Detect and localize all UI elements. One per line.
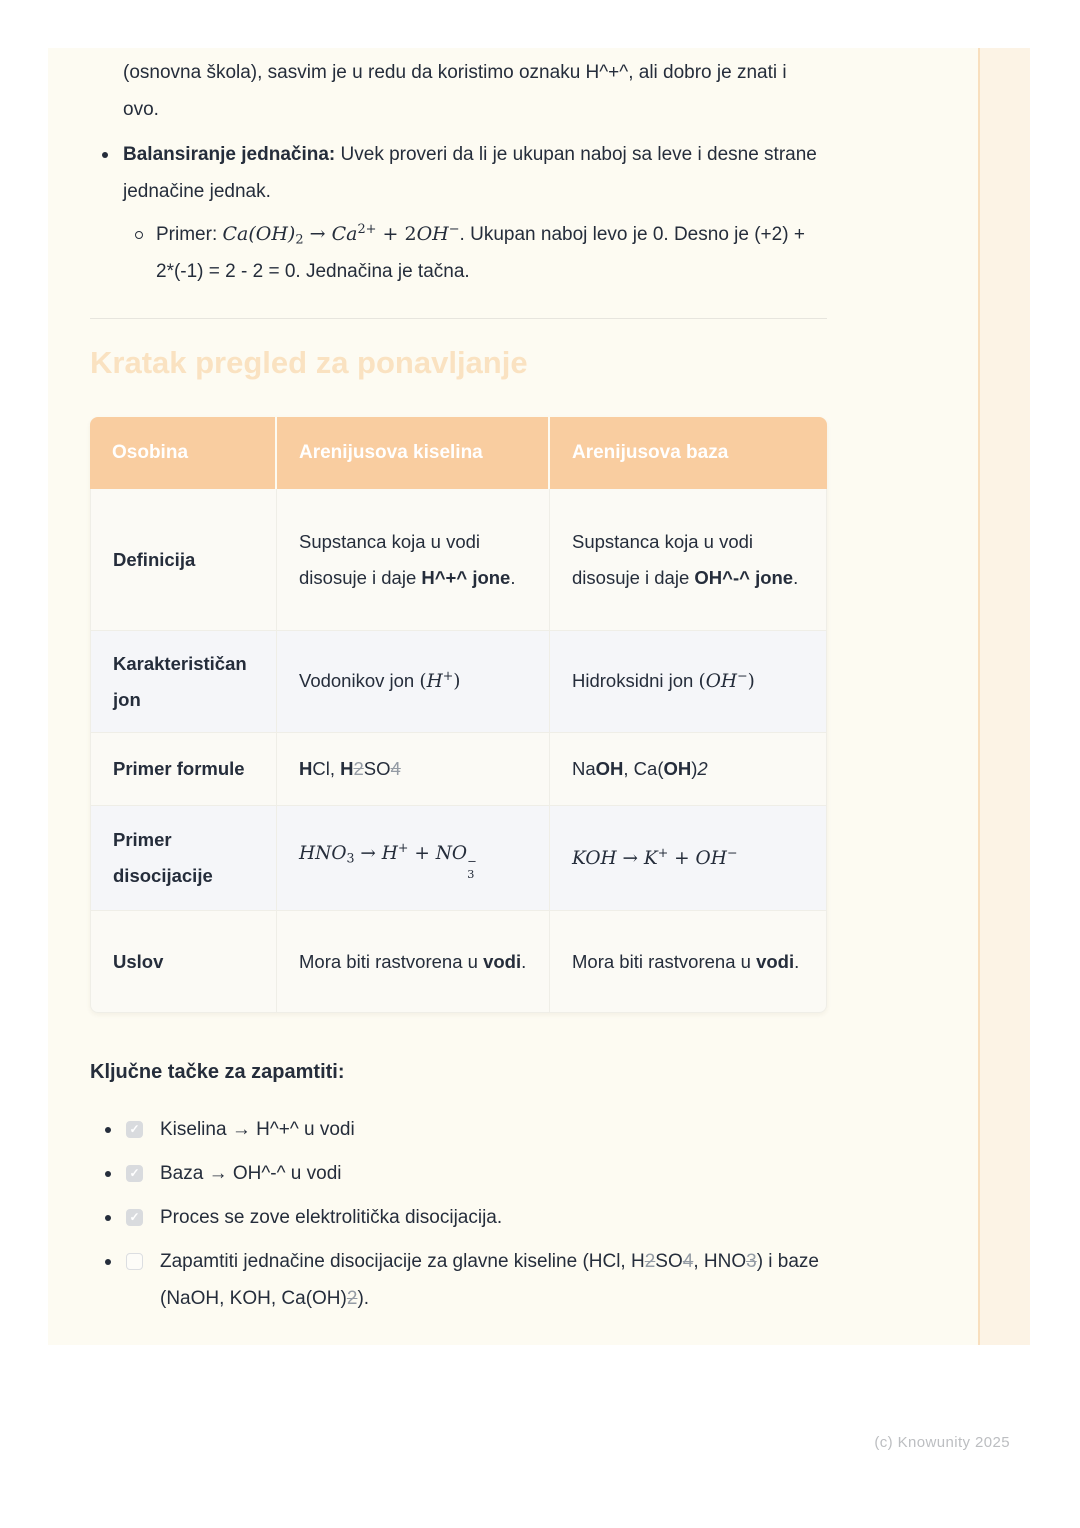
keypoints-heading: Ključne tačke za zapamtiti:: [90, 1061, 345, 1083]
checklist-item: [103, 1155, 827, 1192]
row-label: Uslov: [90, 911, 277, 1013]
table-header-baza: Arenijusova baza: [550, 417, 827, 489]
inline-equation: (H+): [419, 668, 461, 692]
bullet-icon: [100, 136, 123, 173]
copyright-footer: (c) Knowunity 2025: [874, 1434, 1010, 1451]
list-item-balansiranje: [100, 136, 827, 210]
inline-equation: KOH → K+ + OH−: [572, 844, 738, 869]
list-subitem-primer: [133, 216, 827, 290]
inline-equation: $Ca(OH)_2 \to Ca^{2+} + 2OH^-$: [222, 221, 460, 248]
table-row: [90, 489, 827, 631]
list-item-bold-lead: Balansiranje jednačina:: [123, 144, 336, 165]
document-content: [90, 48, 827, 1317]
checklist-item-text: Baza → OH^-^ u vodi: [160, 1163, 342, 1184]
check-icon: ✓: [129, 1122, 140, 1136]
cell-base-definition: Supstanca koja u vodi disosuje i daje OH^-^ jone.: [550, 489, 827, 631]
document-card: [48, 48, 1030, 1345]
checklist-item: [103, 1111, 827, 1148]
cell-acid-formula: HCl, H2SO4: [277, 733, 550, 806]
checkbox-checked: [126, 1209, 143, 1226]
review-table: [90, 417, 827, 1013]
checklist-item-text: Proces se zove elektrolitička disocijacija.: [160, 1207, 503, 1228]
checkbox-unchecked: [126, 1253, 143, 1270]
bullet-icon: [103, 1155, 126, 1192]
table-row: [90, 631, 827, 733]
cell-acid-condition: Mora biti rastvorena u vodi.: [277, 911, 550, 1013]
check-icon: ✓: [129, 1166, 140, 1180]
checkbox-checked: [126, 1165, 143, 1182]
intro-paragraph: (osnovna škola), sasvim je u redu da koristimo oznaku H^+^, ali dobro je znati i ovo.: [123, 62, 787, 120]
list-subitem-text: Primer: $Ca(OH)_2 \to Ca^{2+} + 2OH^-$. Ukupan naboj levo je 0. Desno je (+2) + 2*(-1) = 2 - 2 = 0. Jednačina je tačna.: [156, 221, 805, 282]
section-heading: Kratak pregled za ponavljanje: [90, 345, 528, 380]
row-label: Primer disocijacije: [90, 806, 277, 911]
list-item-text: Balansiranje jednačina: Uvek proveri da li je ukupan naboj sa leve i desne strane jednačine jednak.: [123, 144, 817, 202]
table-header-row: [90, 417, 827, 489]
checklist-item-text: Zapamtiti jednačine disocijacije za glavne kiseline (HCl, H2SO4, HNO3) i baze (NaOH, KOH, Ca(OH)2).: [160, 1251, 819, 1309]
page-edge-band: [978, 48, 1030, 1345]
inline-equation: $HNO_3 \to H^+$ + NO − 3: [299, 840, 477, 881]
section-divider: [90, 318, 827, 319]
table-header-osobina: Osobina: [90, 417, 277, 489]
table-row: [90, 911, 827, 1013]
checklist-item: [103, 1199, 827, 1236]
table-header-kiselina: Arenijusova kiselina: [277, 417, 550, 489]
row-label: Definicija: [90, 489, 277, 631]
circle-bullet-icon: [133, 216, 156, 253]
row-label: Primer formule: [90, 733, 277, 806]
cell-base-ion: Hidroksidni jon (OH−): [550, 631, 827, 733]
bullet-icon: [103, 1111, 126, 1148]
table-row: [90, 806, 827, 911]
row-label: Karakterističan jon: [90, 631, 277, 733]
bullet-icon: [103, 1243, 126, 1280]
cell-base-formula: NaOH, Ca(OH)2: [550, 733, 827, 806]
table-row: [90, 733, 827, 806]
checklist-item-text: Kiselina → H^+^ u vodi: [160, 1119, 355, 1140]
cell-acid-definition: Supstanca koja u vodi disosuje i daje H^+^ jone.: [277, 489, 550, 631]
inline-equation: (OH−): [698, 668, 755, 692]
checklist-item: [103, 1243, 827, 1317]
cell-base-condition: Mora biti rastvorena u vodi.: [550, 911, 827, 1013]
bullet-icon: [103, 1199, 126, 1236]
cell-acid-ion: Vodonikov jon (H+): [277, 631, 550, 733]
check-icon: ✓: [129, 1210, 140, 1224]
checkbox-checked: [126, 1121, 143, 1138]
cell-base-dissociation: [550, 806, 827, 911]
cell-acid-dissociation: [277, 806, 550, 911]
